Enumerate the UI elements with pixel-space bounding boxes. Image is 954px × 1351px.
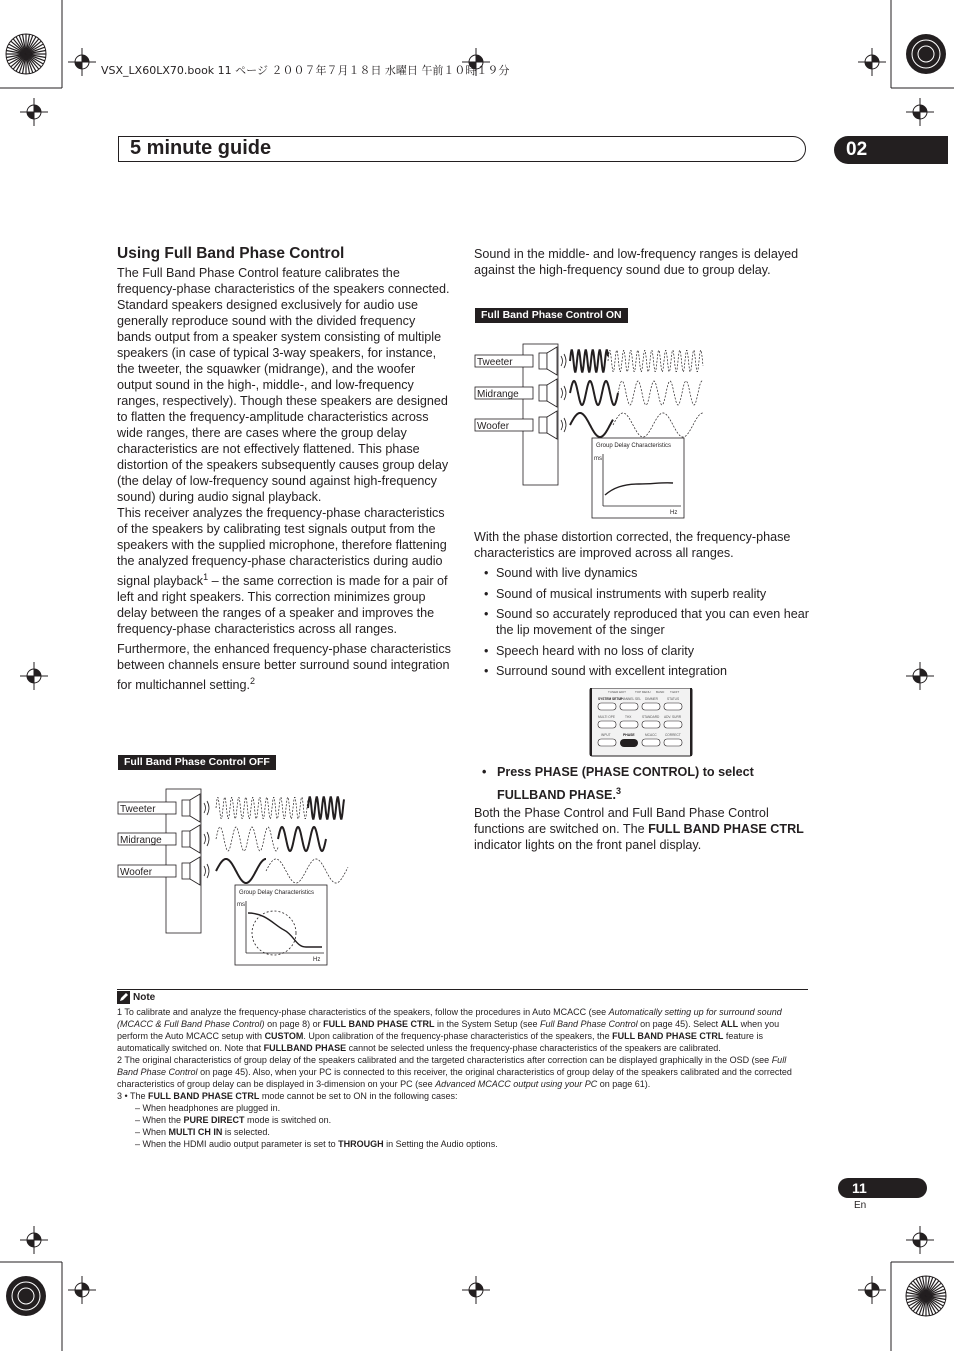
note-setting: FULL BAND PHASE CTRL xyxy=(148,1091,260,1101)
note-ref: Advanced MCACC output using your PC xyxy=(435,1079,598,1089)
woofer-wave-faint xyxy=(613,413,703,437)
note-3-case xyxy=(117,1102,807,1114)
diagram-off-label: Full Band Phase Control OFF xyxy=(118,755,276,770)
note-text: – When xyxy=(135,1127,169,1137)
remote-label: CORRECT xyxy=(665,733,681,737)
list-item: • Sound with live dynamics xyxy=(474,565,809,581)
note-text: 3 • The xyxy=(117,1091,149,1101)
note-text: when you perform the Auto MCACC setup with xyxy=(117,1019,780,1041)
remote-label: DIMMER xyxy=(645,697,658,701)
footnote-ref: 1 xyxy=(203,572,209,582)
note-3-case xyxy=(117,1126,807,1138)
step-text: Press PHASE (PHASE CONTROL) to select FULLBAND PHASE. xyxy=(497,765,754,803)
remote-control-illustration xyxy=(588,688,694,758)
note-setting: ALL xyxy=(720,1019,739,1029)
paragraph: The Full Band Phase Control feature calibrates the frequency-phase characteristics of the speakers connected. xyxy=(117,266,450,296)
note-ref: Full Band Phase Control xyxy=(540,1019,638,1029)
footnote-ref: 3 xyxy=(615,786,621,796)
note-text: on page 61). xyxy=(597,1079,651,1089)
remote-label: MULTI OPE xyxy=(598,715,615,719)
tweeter-wave-bold xyxy=(308,797,344,818)
instruction-step xyxy=(482,763,782,805)
woofer-wave-bold xyxy=(216,859,266,883)
note-setting: FULLBAND PHASE xyxy=(263,1043,347,1053)
note-text: feature is automatically switched on. Note that xyxy=(117,1031,763,1053)
book-file-line: VSX_LX60LX70.book 11 ページ ２００７年７月１８日 水曜日 午前１０時１９分 xyxy=(101,64,510,77)
note-setting: FULL BAND PHASE CTRL xyxy=(612,1031,724,1041)
woofer-label: Woofer xyxy=(477,421,510,432)
graph-x-unit: Hz xyxy=(670,510,678,516)
notes-divider xyxy=(117,989,808,990)
note-text: cannot be selected unless the frequency-phase characteristics of the speakers are calibrated. xyxy=(346,1043,721,1053)
remote-label: STANDARD xyxy=(642,715,660,719)
remote-label: SYSTEM SETUP xyxy=(598,697,623,701)
paragraph-text: – the same correction is made for a pair of left and right speakers. This correction minimizes group delay between the ranges of a speaker and improves the frequency-phase characteristics across all ranges. xyxy=(117,574,448,637)
tweeter-wave-faint xyxy=(216,797,308,818)
graph-y-unit: ms xyxy=(237,902,245,908)
remote-label: BAND xyxy=(656,690,665,694)
remote-label: TUNER EDIT xyxy=(608,690,626,694)
left-body-text xyxy=(117,265,452,693)
paragraph-text: Both the Phase Control and Full Band Phase Control functions are switched on. The xyxy=(474,806,769,836)
graph-x-unit: Hz xyxy=(313,957,321,963)
graph-title: Group Delay Characteristics xyxy=(239,890,315,896)
note-text: – When the xyxy=(135,1115,184,1125)
list-item: • Surround sound with excellent integration xyxy=(474,663,809,679)
notes-body xyxy=(117,1006,807,1150)
list-item: • Sound so accurately reproduced that you can even hear the lip movement of the singer xyxy=(474,606,809,638)
paragraph-text: indicator lights on the front panel display. xyxy=(474,838,702,852)
note-2 xyxy=(117,1054,807,1090)
chapter-title: 5 minute guide xyxy=(130,137,272,159)
remote-label: T.EDIT xyxy=(670,690,680,694)
note-text: mode cannot be set to ON in the following cases: xyxy=(259,1091,458,1101)
note-3-case xyxy=(117,1138,807,1150)
notes-heading: Note xyxy=(133,992,156,1003)
notes-header xyxy=(117,991,155,1004)
note-text: 1 To calibrate and analyze the frequency-phase characteristics of the speakers, follow the procedures in Auto MCACC (see xyxy=(117,1007,609,1017)
midrange-label: Midrange xyxy=(477,389,519,400)
chapter-number-tab: 02 xyxy=(834,136,948,164)
note-1 xyxy=(117,1006,807,1054)
tweeter-label: Tweeter xyxy=(477,357,513,368)
note-text: – When the HDMI audio output parameter is set to xyxy=(135,1139,339,1149)
remote-label: TOP MENU xyxy=(635,690,651,694)
tweeter-wave-faint xyxy=(608,350,703,371)
remote-label: THX xyxy=(625,715,632,719)
paragraph xyxy=(117,641,452,693)
note-text: . Upon calibration of the frequency-phase characteristics of the speakers, the xyxy=(303,1031,613,1041)
step-bullet: • xyxy=(482,765,487,779)
graph-y-unit: ms xyxy=(594,456,602,462)
note-ref: Full Band Phase Control xyxy=(117,1055,787,1077)
remote-label: CHANNEL SEL xyxy=(619,697,642,701)
note-text: – When headphones are plugged in. xyxy=(135,1103,281,1113)
remote-label: INPUT xyxy=(601,733,611,737)
list-item: • Sound of musical instruments with superb reality xyxy=(474,586,809,602)
note-text: mode is switched on. xyxy=(244,1115,332,1125)
note-3 xyxy=(117,1090,807,1102)
remote-label: ADV. SURR xyxy=(664,715,682,719)
phase-button xyxy=(620,739,638,747)
indicator-name: FULL BAND PHASE CTRL xyxy=(648,822,804,836)
right-corrected-text: With the phase distortion corrected, the frequency-phase characteristics are improved across all ranges. xyxy=(474,530,791,560)
paragraph: Standard speakers designed exclusively for audio use generally reproduce sound with the divided frequency bands output from a speaker system consisting of multiple speakers (in case of typical 3-way speakers, for instance, the tweeter, the squawker (midrange), and the woofer output sound in the high-, middle-, and low-frequency ranges, respectively). Though these speakers are designed to flatten the frequency-amplitude characteristics across wide ranges, there are cases where the group delay characteristics are not effectively flattened. This phase distortion of the speakers subsequently causes group delay (the delay of low-frequency sound against high-frequency sound) during audio signal playback. xyxy=(117,298,449,504)
page-number: 11 xyxy=(838,1178,927,1198)
right-result-text xyxy=(474,805,809,853)
paragraph xyxy=(117,505,452,637)
section-title: Using Full Band Phase Control xyxy=(117,245,345,262)
remote-label: PHASE xyxy=(623,733,635,737)
note-setting: MULTI CH IN xyxy=(168,1127,223,1137)
note-pencil-icon xyxy=(117,991,130,1004)
note-ref: Automatically setting up for surround sound (MCACC & Full Band Phase Control) xyxy=(117,1007,782,1029)
remote-label: STATUS xyxy=(667,697,680,701)
remote-label: MCACC xyxy=(645,733,657,737)
language-code: En xyxy=(854,1200,867,1211)
phase-diagram-off xyxy=(116,775,356,970)
midrange-label: Midrange xyxy=(120,835,162,846)
note-text: in Setting the Audio options. xyxy=(383,1139,498,1149)
note-setting: THROUGH xyxy=(338,1139,384,1149)
midrange-wave-faint xyxy=(618,381,703,405)
midrange-wave-bold xyxy=(278,827,326,851)
note-text: on page 45). Also, when your PC is connected to this receiver, the original characteristics of group delay of the speakers calibrated and the corrected characteristics of group delay can be displayed in 3-dimension on your PC (see xyxy=(117,1067,792,1089)
right-intro-text: Sound in the middle- and low-frequency ranges is delayed against the high-frequency sound due to group delay. xyxy=(474,247,799,277)
note-text: on page 8) or xyxy=(264,1019,324,1029)
paragraph-text: This receiver analyzes the frequency-phase characteristics of the speakers by calibrating test signals output from the speakers with the supplied microphone, therefore flattening the analyzed frequency-phase characteristics during audio signal playback xyxy=(117,506,447,589)
diagram-on-label: Full Band Phase Control ON xyxy=(475,308,628,323)
footnote-ref: 2 xyxy=(250,676,256,687)
woofer-label: Woofer xyxy=(120,867,153,878)
note-setting: CUSTOM xyxy=(264,1031,304,1041)
woofer-wave-bold xyxy=(570,413,613,437)
note-setting: PURE DIRECT xyxy=(183,1115,245,1125)
note-text: in the System Setup (see xyxy=(434,1019,541,1029)
note-text: 2 The original characteristics of group delay of the speakers calibrated and the targeted characteristics after correction can be displayed graphically in the OSD (see xyxy=(117,1055,772,1065)
benefits-list xyxy=(474,565,809,684)
tweeter-wave-bold xyxy=(570,350,608,371)
tweeter-label: Tweeter xyxy=(120,804,156,815)
note-text: on page 45). Select xyxy=(637,1019,721,1029)
phase-diagram-on xyxy=(473,330,713,525)
note-text: is selected. xyxy=(222,1127,270,1137)
list-item: • Speech heard with no loss of clarity xyxy=(474,643,809,659)
graph-title: Group Delay Characteristics xyxy=(596,443,672,449)
paragraph-text: Furthermore, the enhanced frequency-phase characteristics between channels ensure better surround sound integration for multichannel setting. xyxy=(117,642,451,693)
midrange-wave-faint xyxy=(216,827,278,851)
woofer-wave-faint xyxy=(266,859,348,883)
note-setting: FULL BAND PHASE CTRL xyxy=(323,1019,435,1029)
midrange-wave-bold xyxy=(570,381,618,405)
note-3-case xyxy=(117,1114,807,1126)
